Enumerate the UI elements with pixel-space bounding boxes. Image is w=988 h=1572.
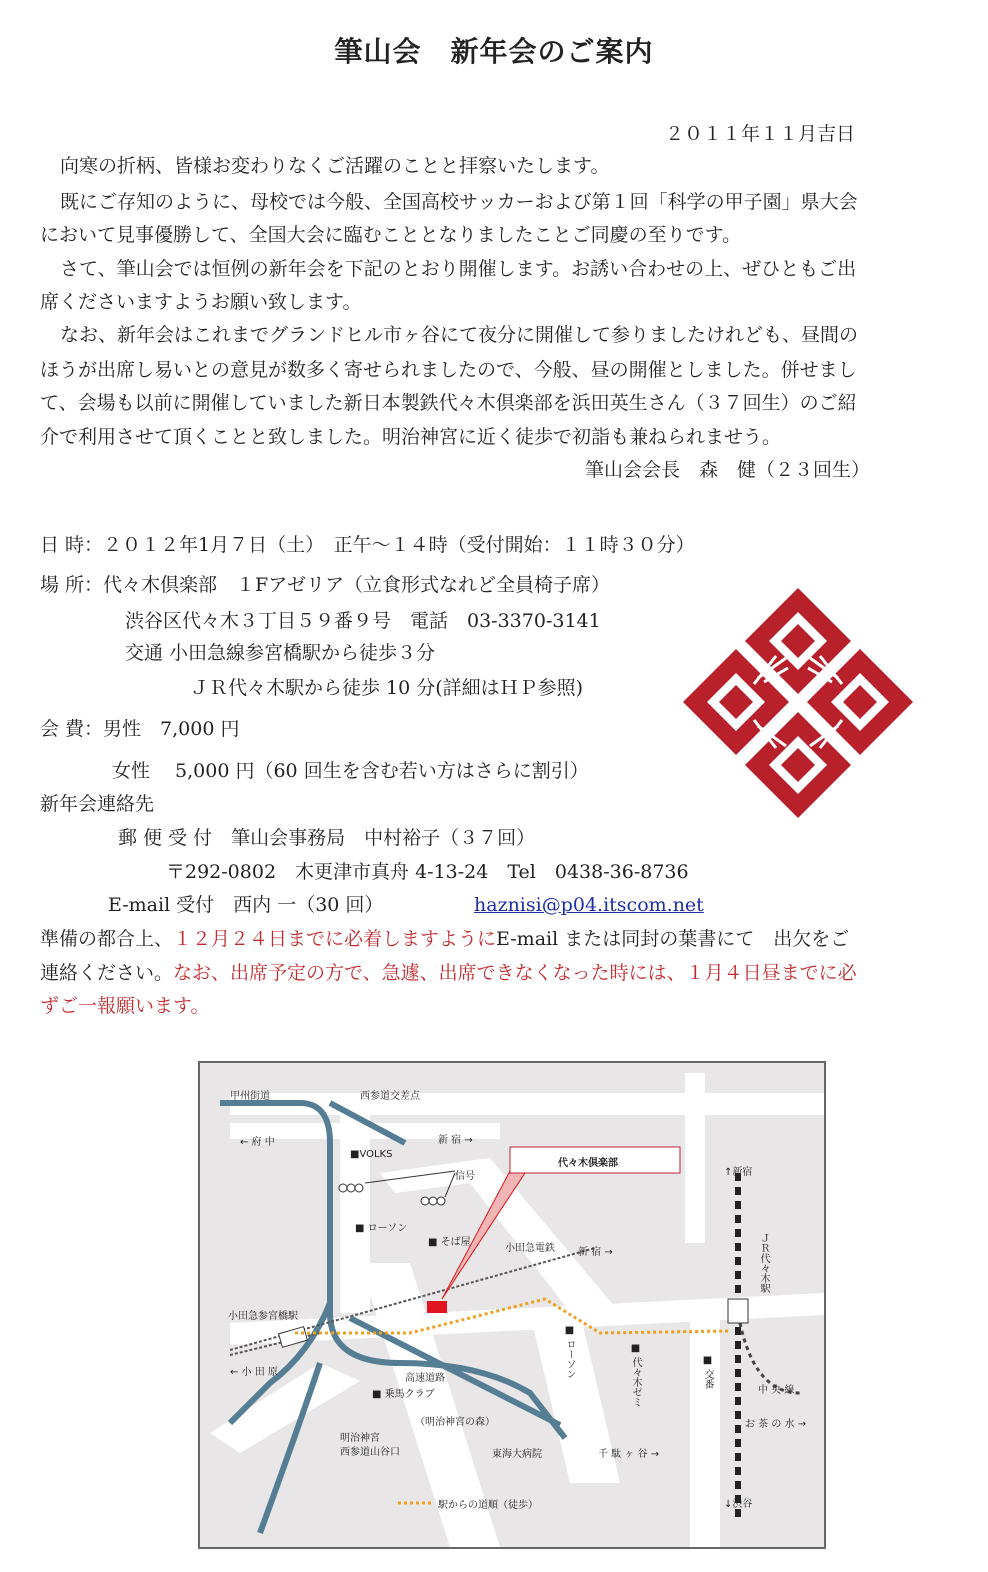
label-nishisando-yamaya: 西参道山谷口 [340, 1447, 400, 1458]
body-line-4: さて、筆山会では恒例の新年会を下記のとおり開催します。お誘い合わせの上、ぜひともご出 [60, 258, 857, 280]
postal-contact: 郵 便 受 付 筆山会事務局 中村裕子（３７回） [118, 827, 536, 849]
event-access-1: 交通 小田急線参宮橋駅から徒歩３分 [125, 642, 436, 664]
notice-line-3: ずご一報願います。 [40, 995, 210, 1017]
email-contact: E-mail 受付 西内 一（30 回） [108, 894, 384, 916]
notice-text: 準備の都合上、 [40, 928, 174, 950]
label-soba: ■ そば屋 [428, 1237, 471, 1248]
body-line-9: 介で利用させて頂くことと致しました。明治神宮に近く徒歩で初詣も兼ねられませう。 [40, 426, 782, 448]
notice-deadline: １２月２４日までに必着しますように [173, 928, 497, 950]
label-chuo-line: 中 央 線 [758, 1385, 795, 1396]
label-lawson-2: ■ ローソン [564, 1325, 575, 1380]
contact-heading: 新年会連絡先 [40, 793, 155, 815]
label-koshu-kaido: 甲州街道 [230, 1091, 270, 1102]
body-line-6: なお、新年会はこれまでグランドヒル市ヶ谷にて夜分に開催して参りましたけれども、昼間の [60, 324, 859, 346]
label-odakyu-line: 小田急電鉄 [505, 1243, 555, 1254]
label-lawson-1: ■ ローソン [355, 1223, 408, 1234]
body-line-5: 席くださいますようお願い致します。 [40, 291, 362, 313]
letter-date: ２０１１年１１月吉日 [665, 123, 856, 145]
body-line-1: 向寒の折柄、皆様お変わりなくご活躍のことと拝察いたします。 [60, 155, 610, 177]
label-shinjuku-north: ↑新宿 [724, 1167, 753, 1178]
notice-text: E-mail または同封の葉書にて 出欠をご [496, 928, 850, 950]
school-emblem-logo [676, 586, 920, 832]
email-link[interactable]: haznisi@p04.itscom.net [474, 894, 704, 916]
label-sanguubashi: 小田急参宮橋駅 [228, 1311, 298, 1322]
event-access-2: ＪＲ代々木駅から徒歩 10 分(詳細はＨＰ参照) [190, 677, 584, 699]
label-meiji-forest: （明治神宮の森） [415, 1417, 495, 1428]
signature: 筆山会会長 森 健（２３回生） [585, 459, 871, 481]
label-yoyogi-seminar: ■ 代々木ゼミ [630, 1343, 641, 1408]
access-map [198, 1061, 826, 1549]
label-jouba-club: ■ 乗馬クラブ [372, 1389, 435, 1400]
label-tokai-hospital: 東海大病院 [492, 1449, 542, 1460]
label-jr-yoyogi: ＪＲ代々木駅 [758, 1233, 769, 1293]
map-graphic [200, 1063, 824, 1547]
body-line-7: ほうが出席し易いとの意見が数多く寄せられましたので、今般、昼の開催としました。併せまし [40, 359, 857, 381]
label-shinjuku-1: 新 宿 → [438, 1135, 473, 1146]
notice-text: 連絡ください。 [40, 962, 174, 984]
notice-cancel: なお、出席予定の方で、急遽、出席できなくなった時には、１月４日昼までに必 [173, 962, 857, 984]
label-shinjuku-2: 新 宿 → [578, 1247, 613, 1258]
label-nishisando: 西参道交差点 [360, 1091, 420, 1102]
postal-address: 〒292-0802 木更津市真舟 4-13-24 Tel 0438-36-8736 [166, 861, 689, 883]
body-line-3: において見事優勝して、全国大会に臨むこととなりましたことご同慶の至りです。 [40, 224, 742, 246]
page-title: 筆山会 新年会のご案内 [334, 35, 654, 68]
label-koban: ■ 交番 [702, 1355, 713, 1390]
label-sendagaya: 千 駄 ヶ 谷 → [598, 1449, 660, 1460]
fee-female: 女性 5,000 円（60 回生を含む若い方はさらに割引） [112, 760, 589, 782]
body-line-8: て、会場も以前に開催していました新日本製鉄代々木倶楽部を浜田英生さん（３７回生）のご紹 [40, 392, 857, 414]
fee-male: 会 費：男性 7,000 円 [40, 718, 240, 740]
label-signal: 信号 [455, 1171, 475, 1182]
label-highway: 高速道路 [405, 1373, 445, 1384]
label-shibuya: ↓渋谷 [724, 1499, 753, 1510]
label-club-callout: 代々木倶楽部 [558, 1158, 618, 1169]
event-address: 渋谷区代々木３丁目５９番９号 電話 03-3370-3141 [125, 610, 601, 632]
label-meiji-jingu: 明治神宮 [340, 1433, 380, 1444]
label-fuchu: ← 府 中 [240, 1137, 275, 1148]
label-volks: ■VOLKS [350, 1149, 393, 1160]
label-ochanomizu: お 茶 の 水 → [745, 1419, 807, 1430]
map-legend: 駅からの道順（徒歩） [438, 1500, 538, 1511]
event-place: 場 所：代々木倶楽部 １Fアゼリア（立食形式なれど全員椅子席） [40, 574, 611, 596]
notice-line-1 [40, 926, 849, 952]
notice-line-2 [40, 960, 857, 986]
label-odawara: ← 小 田 原 [230, 1367, 278, 1378]
body-line-2: 既にご存知のように、母校では今般、全国高校サッカーおよび第１回「科学の甲子園」県大会 [60, 191, 858, 213]
event-datetime: 日 時：２０１２年1月７日（土） 正午～１４時（受付開始：１１時３０分） [40, 534, 695, 556]
